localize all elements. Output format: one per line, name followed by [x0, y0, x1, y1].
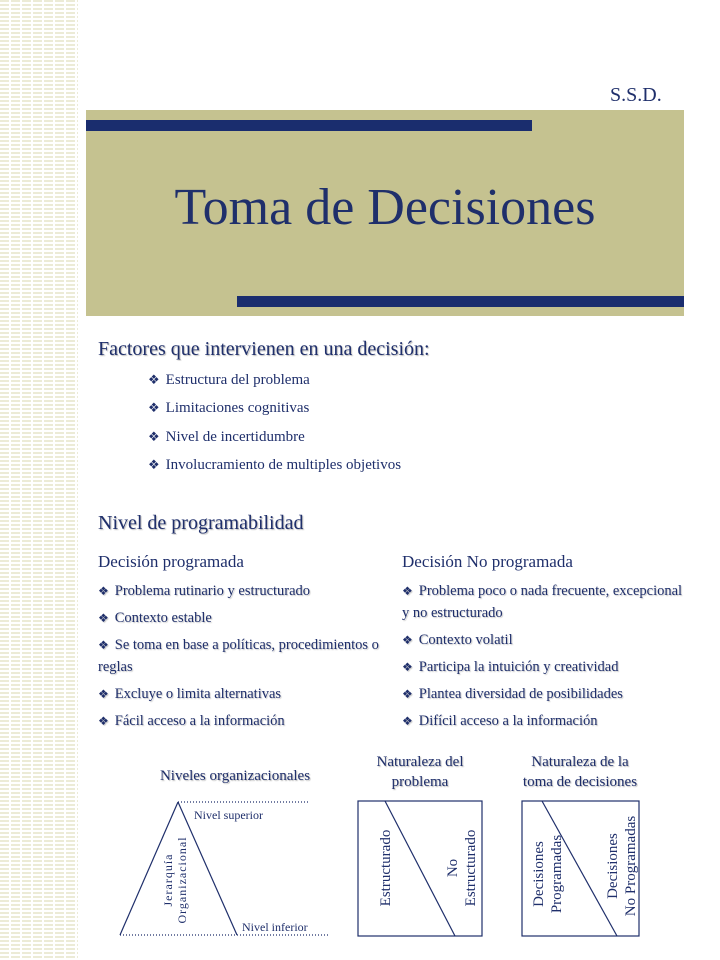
factores-heading: Factores que intervienen en una decisión:: [98, 338, 430, 360]
list-item: ❖ Se toma en base a políticas, procedimientos o reglas: [98, 637, 379, 675]
diamond-bullet-icon: ❖: [402, 714, 413, 728]
list-item: ❖ Participa la intuición y creatividad: [402, 659, 619, 675]
diamond-bullet-icon: ❖: [402, 687, 413, 701]
diamond-bullet-icon: ❖: [148, 457, 160, 472]
programabilidad-heading: Nivel de programabilidad: [98, 512, 304, 534]
diamond-bullet-icon: ❖: [402, 660, 413, 674]
diamond-bullet-icon: ❖: [98, 584, 109, 598]
list-item: ❖ Contexto estable: [98, 610, 212, 626]
decisiones-programadas-label: Decisiones Programadas: [531, 834, 565, 914]
diamond-bullet-icon: ❖: [98, 714, 109, 728]
slide-title: Toma de Decisiones: [174, 179, 596, 236]
factor-item: ❖ Nivel de incertidumbre: [148, 429, 305, 445]
naturaleza-problema-heading: Naturaleza del problema: [376, 754, 464, 790]
factor-item: ❖ Involucramiento de multiples objetivos: [148, 457, 402, 473]
no-programada-title: Decisión No programada: [402, 552, 573, 571]
list-item: ❖ Problema poco o nada frecuente, excepcional y no estructurado: [402, 583, 683, 621]
list-item: ❖ Problema rutinario y estructurado: [98, 583, 311, 599]
diamond-bullet-icon: ❖: [98, 638, 109, 652]
diamond-bullet-icon: ❖: [402, 584, 413, 598]
estructurado-label: Estructurado: [378, 829, 394, 907]
list-item: ❖ Fácil acceso a la información: [98, 713, 285, 729]
diamond-bullet-icon: ❖: [148, 429, 160, 444]
nivel-inferior-label: Nivel inferior: [242, 920, 308, 934]
author-initials: S.S.D.: [610, 84, 662, 106]
list-item: ❖ Difícil acceso a la información: [402, 713, 598, 729]
list-item: ❖ Excluye o limita alternativas: [98, 686, 282, 702]
naturaleza-toma-heading: Naturaleza de la toma de decisiones: [522, 754, 638, 790]
diamond-bullet-icon: ❖: [98, 611, 109, 625]
nivel-superior-label: Nivel superior: [194, 808, 263, 822]
no-estructurado-label: No Estructurado: [445, 829, 479, 907]
factor-item: ❖ Limitaciones cognitivas: [148, 400, 310, 416]
list-item: ❖ Contexto volatil: [402, 632, 513, 648]
list-item: ❖ Plantea diversidad de posibilidades: [402, 686, 623, 702]
diamond-bullet-icon: ❖: [148, 400, 160, 415]
diamond-bullet-icon: ❖: [148, 372, 160, 387]
factor-item: ❖ Estructura del problema: [148, 372, 310, 388]
jerarquia-label: Jerarquía Organizacional: [161, 836, 189, 924]
niveles-heading: Niveles organizacionales: [159, 768, 311, 784]
diamond-bullet-icon: ❖: [98, 687, 109, 701]
decisiones-no-programadas-label: Decisiones No Programadas: [605, 815, 639, 917]
diamond-bullet-icon: ❖: [402, 633, 413, 647]
programada-title: Decisión programada: [98, 552, 244, 571]
